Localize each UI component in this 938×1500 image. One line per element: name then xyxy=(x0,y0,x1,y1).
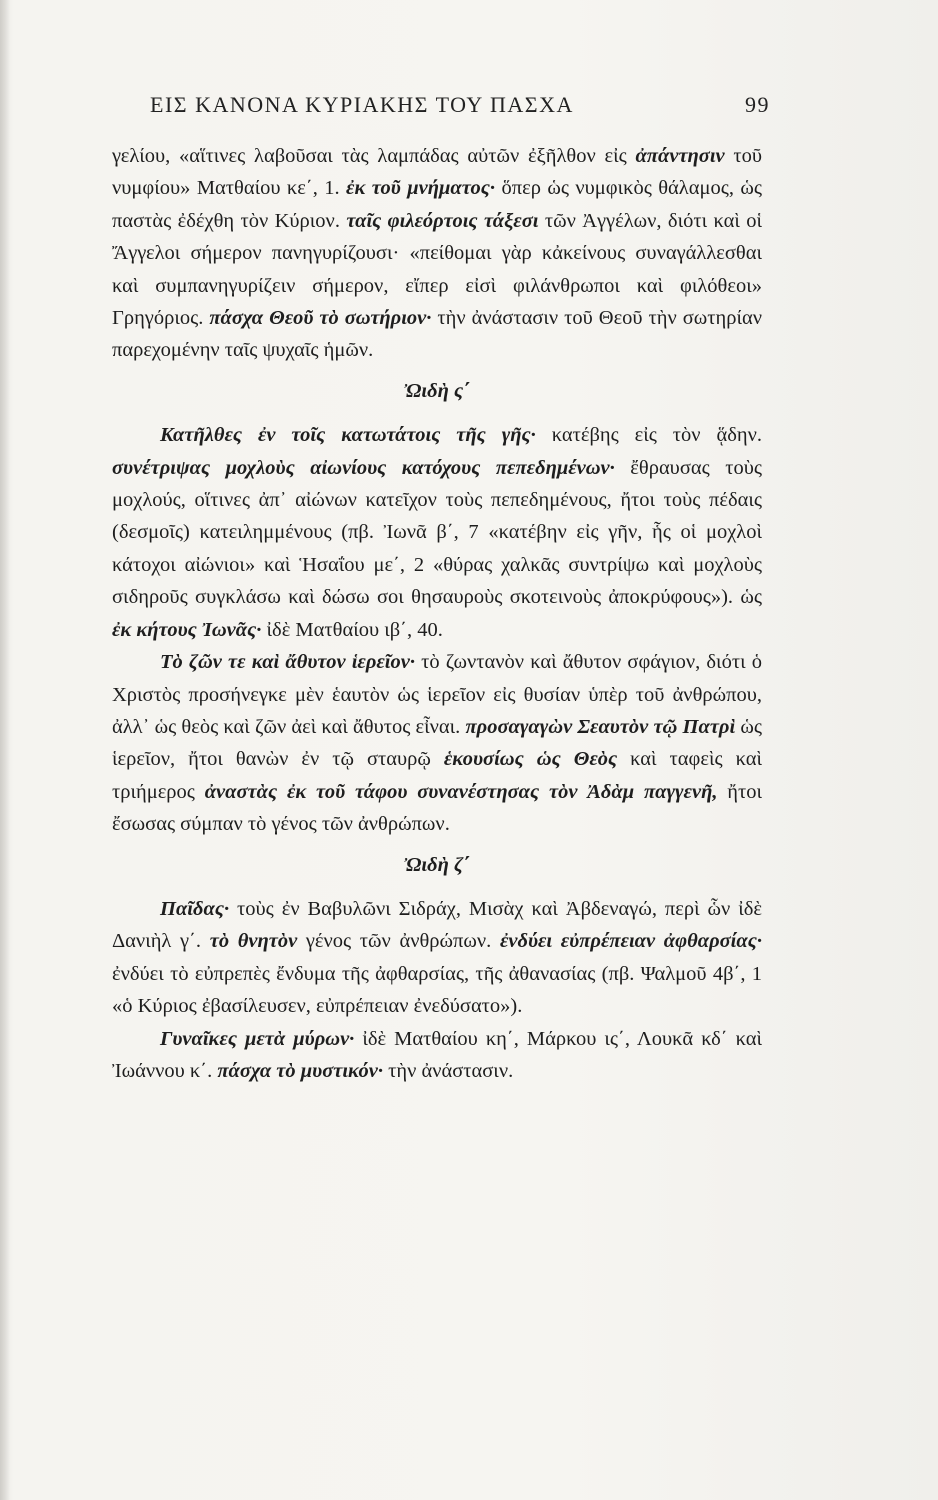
body-text: ἰδὲ Ματθαίου κη΄, Μάρκου ις΄, Λουκᾶ κδ΄ καὶ Ἰωάννου κ΄. xyxy=(112,1027,762,1082)
body-text: ὡς ἱερεῖον, ἤτοι θανὼν ἐν τῷ σταυρῷ xyxy=(112,715,762,771)
body-text: καὶ ταφεὶς καὶ τριήμερος xyxy=(112,748,762,803)
body-text: τοῦ νυμφίου» Ματθαίου κε΄, 1. xyxy=(112,145,763,200)
body-text: τὴν ἀνάστασιν. xyxy=(383,1059,514,1082)
lemma-text: συνέτριψας μοχλοὺς αἰωνίους κατόχους πεπεδημένων· xyxy=(112,456,615,479)
paragraph-3 xyxy=(112,646,762,840)
lemma-text: πάσχα τὸ μυστικόν· xyxy=(217,1059,383,1082)
lemma-text: Παῖδας· xyxy=(160,897,230,920)
lemma-text: Τὸ ζῶν τε καὶ ἄθυτον ἱερεῖον· xyxy=(160,651,415,674)
lemma-text: ἀναστὰς ἐκ τοῦ τάφου συνανέστησας τὸν Ἀδὰμ παγγενῆ, xyxy=(204,780,718,803)
gutter-shadow xyxy=(0,0,10,1500)
lemma-text: ταῖς φιλεόρτοις τάξεσι xyxy=(346,209,539,232)
paragraph-4 xyxy=(112,893,762,1023)
paragraph-5 xyxy=(112,1023,762,1088)
body-text: τοὺς ἐν Βαβυλῶνι Σιδράχ, Μισὰχ καὶ Ἀβδεναγώ, περὶ ὧν ἰδὲ Δανιὴλ γ΄. xyxy=(112,897,762,953)
body-text: γελίου, «αἵτινες λαβοῦσαι τὰς λαμπάδας αὐτῶν ἐξῆλθον εἰς xyxy=(112,145,636,167)
lemma-text: ἐνδύει εὐπρέπειαν ἀφθαρσίας· xyxy=(499,930,762,953)
body-text: ὅπερ ὡς νυμφικὸς θάλαμος, ὡς παστὰς ἐδέχθη τὸν Κύριον. xyxy=(112,177,762,232)
lemma-text: ἀπάντησιν xyxy=(635,145,725,167)
ode-heading-6: Ὠιδὴ ς΄ xyxy=(404,379,470,402)
body-text: τῶν Ἀγγέλων, διότι καὶ οἱ Ἄγγελοι σήμερον πανηγυρίζουσι· «πείθομαι γὰρ κἀκείνους συναγάλλεσθαι καὶ συμπανηγυρίζειν σήμερον, εἴπερ εἰσὶ φιλάνθρωποι καὶ φιλόθεοι» Γρηγόριος. xyxy=(112,209,763,330)
page-body xyxy=(112,140,762,1087)
lemma-text: Κατῆλθες ἐν τοῖς κατωτάτοις τῆς γῆς· xyxy=(160,424,536,447)
body-text: ἐνδύει τὸ εὐπρεπὲς ἔνδυμα τῆς ἀφθαρσίας, τῆς ἀθανασίας (πβ. Ψαλμοῦ 4β΄, 1 «ὁ Κύριος ἐβασίλευσεν, εὐπρέπειαν ἐνεδύσατο»). xyxy=(112,962,762,1018)
running-head xyxy=(150,92,770,122)
lemma-text: ἐκ κήτους Ἰωνᾶς· xyxy=(112,618,262,641)
body-text: ἤτοι ἔσωσας σύμπαν τὸ γένος τῶν ἀνθρώπων. xyxy=(112,780,762,836)
lemma-text: ἐκ τοῦ μνήματος· xyxy=(346,177,496,200)
page-number: 99 xyxy=(745,92,770,117)
body-text: κατέβης εἰς τὸν ᾅδην. xyxy=(535,424,762,447)
paragraph-2 xyxy=(112,419,762,646)
lemma-text: ἑκουσίως ὡς Θεὸς xyxy=(443,748,618,771)
lemma-text: πάσχα Θεοῦ τὸ σωτήριον· xyxy=(209,307,432,330)
lemma-text: Γυναῖκες μετὰ μύρων· xyxy=(160,1027,355,1050)
paragraph-1 xyxy=(112,140,762,367)
body-text: ἰδὲ Ματθαίου ιβ΄, 40. xyxy=(261,618,443,641)
lemma-text: τὸ θνητὸν xyxy=(209,930,298,953)
ode-heading-7: Ὠιδὴ ζ΄ xyxy=(404,853,470,876)
running-title: ΕΙΣ ΚΑΝΟΝΑ ΚΥΡΙΑΚΗΣ ΤΟΥ ΠΑΣΧΑ xyxy=(150,92,574,117)
body-text: γένος τῶν ἀνθρώπων. xyxy=(297,930,500,953)
body-text: ἔθραυσας τοὺς μοχλούς, οἵτινες ἀπ᾿ αἰώνων κατεῖχον τοὺς πεπεδημένους, ἤτοι τοὺς πέδαις (δεσμοῖς) κατειλημμένους (πβ. Ἰωνᾶ β΄, 7 «κατέβην εἰς γῆν, ἧς οἱ μοχλοὶ κάτοχοι αἰώνιοι» καὶ Ἡσαΐου με΄, 2 «θύρας χαλκᾶς συντρίψω καὶ μοχλοὺς σιδηροῦς συγκλάσω καὶ δώσω σοι θησαυροὺς σκοτεινοὺς ἀποκρύφους»). ὡς xyxy=(112,456,762,609)
body-text: τὴν ἀνάστασιν τοῦ Θεοῦ τὴν σωτηρίαν παρεχομένην ταῖς ψυχαῖς ἡμῶν. xyxy=(112,307,763,362)
lemma-text: προσαγαγὼν Σεαυτὸν τῷ Πατρὶ xyxy=(465,715,736,738)
body-text: τὸ ζωντανὸν καὶ ἄθυτον σφάγιον, διότι ὁ Χριστὸς προσήνεγκε μὲν ἑαυτὸν ὡς ἱερεῖον εἰς θυσίαν ὑπὲρ τοῦ ἀνθρώπου, ἀλλ᾿ ὡς θεὸς καὶ ζῶν ἀεὶ καὶ ἄθυτος εἶναι. xyxy=(112,651,762,738)
